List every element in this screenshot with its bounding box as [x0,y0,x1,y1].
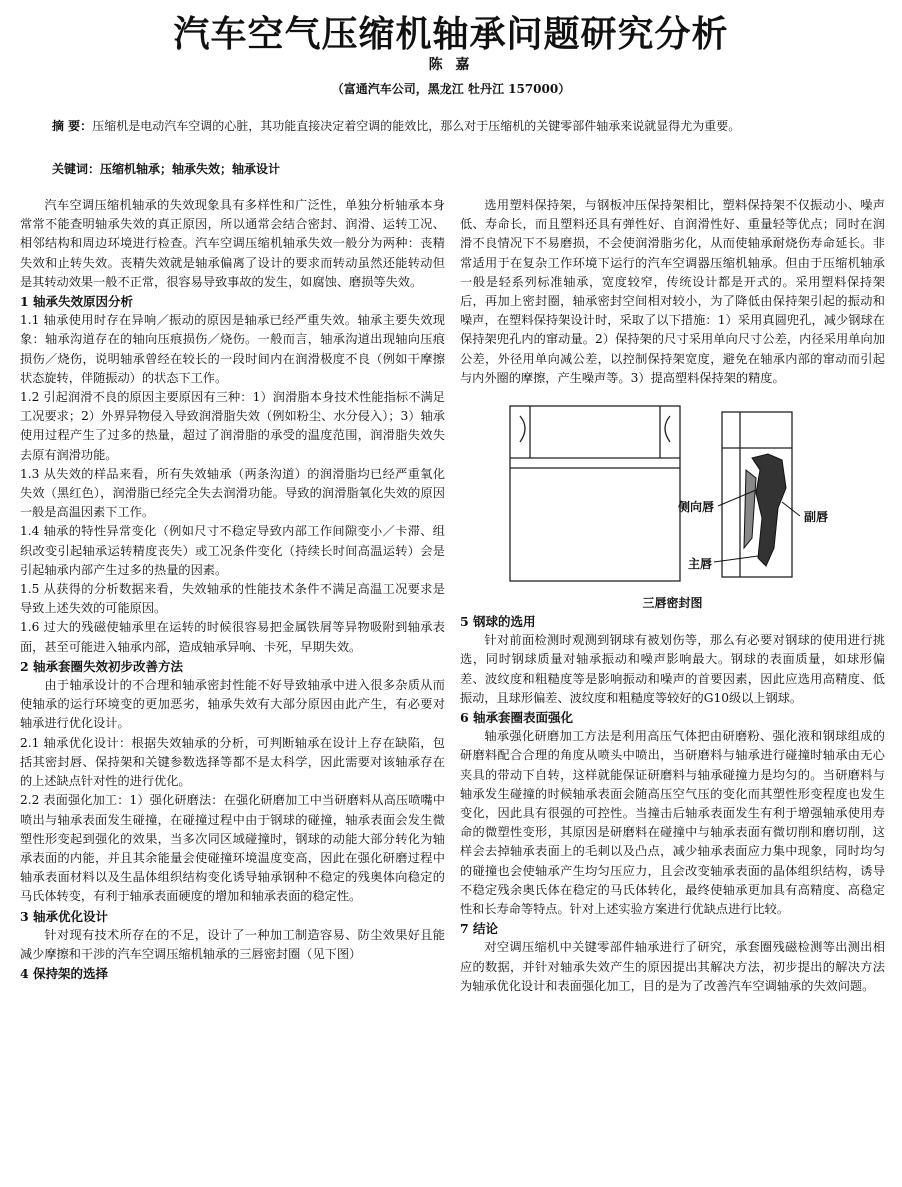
figure-caption: 三唇密封图 [642,596,703,611]
label-main-lip: 主唇 [688,557,713,572]
author-affiliation: （富通汽车公司，黑龙江 牡丹江 157000） [331,82,571,96]
paragraph-3: 针对现有技术所存在的不足，设计了一种加工制造容易、防尘效果好且能减少摩擦和干涉的汽车空调压缩机轴承的三唇密封圈（见下图） [20,927,445,961]
label-sub-lip: 副唇 [804,510,829,525]
paragraph-1-1: 1.1 轴承使用时存在异响／振动的原因是轴承已经严重失效。轴承主要失效现象：轴承沟道存在的轴向压痕损伤／烧伤。一般而言，轴承沟道出现轴向压痕损伤／烧伤，说明轴承曾经在较长的一段时间内在润滑极度不良（例如干摩擦状态旋转，伴随振动）的状态下工作。 [20,313,445,385]
paragraph-2: 由于轴承设计的不合理和轴承密封性能不好导致轴承中进入很多杂质从而使轴承的运行环境变的更加恶劣，轴承失效有大部分原因由此产生，有必要对轴承进行优化设计。 [20,678,445,731]
abstract [22,116,884,137]
article-title: 汽车空气压缩机轴承问题研究分析 [173,13,729,55]
paragraph-6: 轴承强化研磨加工方法是利用高压气体把由研磨粉、强化液和钢球组成的研磨料配合合理的角度从喷头中喷出，当研磨料与轴承进行碰撞时轴承由无心夹具的带动下自转，这样就能保证研磨料与轴承碰撞力是均匀的。当研磨料与轴承发生碰撞的时候轴承表面会随高压空气压的变化而其塑性形变程度也发生变化，因此具有很强的可控性。当撞击后轴承表面发生有利于增强轴承使用寿命的微塑性变形，其原因是研磨料在碰撞中与轴承表面有微切削和磨切削，这样会去掉轴承表面上的毛刺以及凸点，减少轴承表面应力集中现象，同时均匀的碰撞也会使轴承产生均匀压应力，且会改变轴承表面的晶体组织结构，诱导不稳定残余奥氏体在稳定的马氏体转化，最终使轴承更加具有高精度、高稳定性和长寿命等特点。针对上述实验方案进行优缺点进行比较。 [460,729,885,917]
right-column [460,196,885,996]
section-heading-6: 6 轴承套圈表面强化 [460,710,574,726]
abstract-label: 摘 要： [52,119,93,133]
seal-diagram [460,398,885,588]
seal-figure [460,398,885,611]
left-column [20,196,445,983]
paragraph-5: 针对前面检测时观测到钢球有被划伤等，那么有必要对钢球的使用进行挑选，同时钢球质量对轴承振动和噪声影响最大。钢球的表面质量，如球形偏差、波纹度和粗糙度等是影响振动和噪声的首要因素，因此应选用高精度、低振动，且球形偏差、波纹度和粗糙度等较好的G10级以上钢球。 [460,633,885,705]
section-heading-1: 1 轴承失效原因分析 [20,294,134,310]
section-heading-4: 4 保持架的选择 [20,966,109,982]
section-heading-2: 2 轴承套圈失效初步改善方法 [20,658,184,674]
keywords-text: 压缩机轴承；轴承失效；轴承设计 [100,162,281,176]
three-lip-seal [752,454,786,566]
paragraph-1-2: 1.2 引起润滑不良的原因主要原因有三种：1）润滑脂本身技术性能指标不满足工况要求；2）外界异物侵入导致润滑脂失效（例如粉尘、水分侵入）；3）轴承使用过程产生了过多的热量，超过了润滑脂的承受的温度范围，润滑脂失效失去原有润滑功能。 [20,390,445,462]
bearing-outline [510,406,680,581]
abstract-text: 压缩机是电动汽车空调的心脏，其功能直接决定着空调的能效比，那么对于压缩机的关键零部件轴承来说就显得尤为重要。 [92,119,741,133]
section-heading-3: 3 轴承优化设计 [20,908,109,924]
paragraph-1-6: 1.6 过大的残磁使轴承里在运转的时候很容易把金属铁屑等异物吸附到轴承表面，甚至可能进入轴承内部，造成轴承异响、卡死，早期失效。 [20,620,445,654]
intro-paragraph: 汽车空调压缩机轴承的失效现象具有多样性和广泛性，单独分析轴承本身常常不能查明轴承失效的真正原因，所以通常会结合密封、润滑、运转工况、相邻结构和周边环境进行检查。汽车空调压缩机轴承失效一般分为两种：丧精失效和止转失效。丧精失效就是轴承偏离了设计的要求而转动虽然还能转动但是其转动效果一般不正常，很容易导致事故的发生，如腐蚀、磨损等失效。 [20,198,445,289]
paragraph-1-4: 1.4 轴承的特性异常变化（例如尺寸不稳定导致内部工作间隙变小／卡滞、组织改变引起轴承运转精度丧失）或工况条件变化（持续长时间高温运转）会是引起轴承内部产生过多的热量的因素。 [20,524,445,577]
section-heading-5: 5 钢球的选用 [460,614,536,630]
keywords-label: 关键词： [52,162,101,176]
paragraph-1-5: 1.5 从获得的分析数据来看，失效轴承的性能技术条件不满足高温工况要求是导致上述失效的可能原因。 [20,582,445,616]
author-name: 陈 嘉 [428,57,474,73]
paragraph-2-2: 2.2 表面强化加工：1）强化研磨法：在强化研磨加工中当研磨料从高压喷嘴中喷出与轴承表面发生碰撞，在碰撞过程中由于钢球的碰撞，轴承表面会发生微塑性形变起到强化的效果，当多次同区域碰撞时，钢球的动能大部分转化为轴承表面的内能，并且其余能量会使碰撞环境温度变高，因此在强化研磨过程中轴承表面材料以及生晶体组织结构变化诱导轴承钢种不稳定的残奥体向稳定的马氏体转变，有利于轴承表面硬度的增加和轴承表面的稳定性。 [20,793,445,904]
label-side-lip: 侧向唇 [678,500,715,515]
paragraph-1-3: 1.3 从失效的样品来看，所有失效轴承（两条沟道）的润滑脂均已经严重氧化失效（黑红色），润滑脂已经完全失去润滑功能。导致的润滑脂氧化失效的原因一般是高温因素下工作。 [20,466,445,520]
keywords [52,160,882,177]
section-heading-7: 7 结论 [460,921,499,937]
paragraph-4: 选用塑料保持架，与钢板冲压保持架相比，塑料保持架不仅振动小、噪声低、寿命长，而且塑料还具有弹性好、自润滑性好、重量轻等优点；同时在润滑不良情况下不易磨损，不会使润滑脂劣化，从而使轴承耐烧伤寿命延长。非常适用于在复杂工作环境下运行的汽车空调器压缩机轴承。但由于压缩机轴承一般是轻系列标准轴承，宽度较窄，传统设计都是开式的。采用塑料保持架后，再加上密封圈，轴承密封空间相对较小，为了降低由保持架引起的振动和噪声，在塑料保持架设计时，采取了以下措施：1）采用真圆兜孔，减少钢球在保持架兜孔内的窜动量。2）保持架的尺寸采用单向尺寸公差，内径采用单向加公差，外径用单向减公差，以控制保持架宽度，避免在轴承内部的窜动而引起与内外圈的摩擦，产生噪声等。3）提高塑料保持架的精度。 [460,198,885,385]
paragraph-2-1: 2.1 轴承优化设计：根据失效轴承的分析，可判断轴承在设计上存在缺陷，包括其密封唇、保持架和关键参数选择等都不是太科学，因此需要对该轴承存在的上述缺点针对性的进行优化。 [20,735,445,789]
paragraph-7: 对空调压缩机中关键零部件轴承进行了研究，承套圈残磁检测等出测出相应的数据，并针对轴承失效产生的原因提出其解决方法，初步提出的解决方法为轴承优化设计和表面强化加工，目的是为了改善汽车空调轴承的失效问题。 [460,940,885,993]
